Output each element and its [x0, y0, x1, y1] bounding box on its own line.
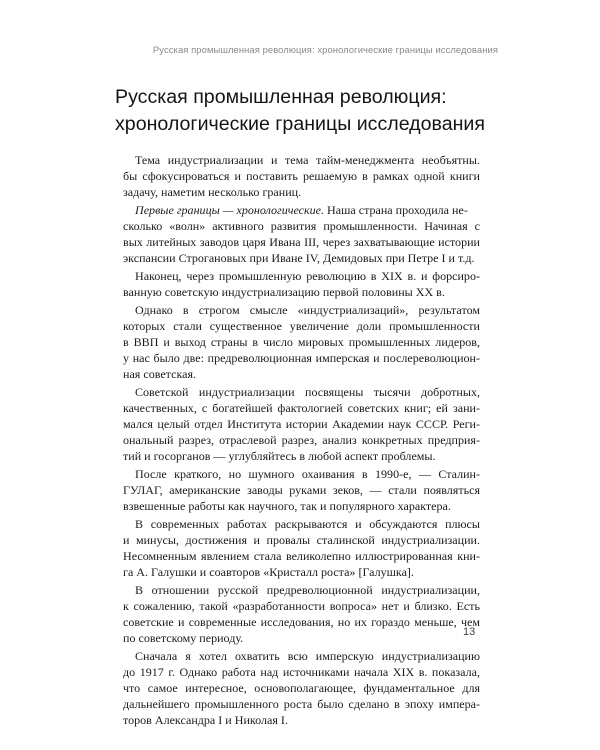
chapter-title: [115, 84, 515, 138]
page-number: 13: [463, 626, 476, 638]
text-line: взвешенные работы как научного, так и популярного характера.: [123, 499, 451, 513]
text-line: и минусы, достижения и провалы сталинской индустриализации.: [123, 533, 480, 547]
text-line: Советской индустриализации посвящены тысячи добротных,: [135, 385, 480, 399]
text-line: После краткого, но шумного охаивания в 1990-е, — Сталин-: [135, 467, 480, 481]
running-header: Русская промышленная революция: хронологические границы исследования: [152, 44, 498, 55]
paragraph-4: [123, 302, 480, 382]
text-line: тий и госорганов — углубляйтесь в любой аспект проблемы.: [123, 449, 436, 463]
text-line: в ВВП и выход страны в число мировых промышленных лидеров,: [123, 335, 480, 349]
text-line: что самое интересное, основополагающее, фундаментальное для: [123, 681, 480, 695]
text-line: Сначала я хотел охватить всю имперскую индустриализацию: [135, 649, 480, 663]
text-line: советские и современные исследования, но их гораздо меньше, чем: [123, 615, 480, 629]
text-line: к сожалению, такой «разработанности вопроса» нет и близко. Есть: [123, 599, 480, 613]
text-line: В современных работах раскрываются и обсуждаются плюсы: [135, 517, 480, 531]
text-fragment: Наша страна проходила не-: [324, 203, 468, 217]
text-line: дальнейшего промышленного роста было сделано в эпоху импера-: [123, 697, 480, 711]
paragraph-9: [123, 648, 480, 728]
text-line: Несомненным явлением стала великолепно иллюстрированная кни-: [123, 549, 480, 563]
text-line: ная советская.: [123, 367, 197, 381]
text-line: сколько «волн» активного развития промышленности. Начиная с: [123, 219, 480, 233]
text-line: Наконец, через промышленную революцию в XIX в. и форсиро-: [135, 269, 480, 283]
text-line: качественных, с богатейшей фактологией советских книг; ей зани-: [123, 401, 480, 415]
paragraph-1: [123, 152, 480, 200]
paragraph-8: [123, 582, 480, 646]
text-line: экспансии Строгановых при Иване IV, Демидовых при Петре I и т.д.: [123, 251, 475, 265]
text-line: Тема индустриализации и тема тайм-менеджмента необъятны.: [135, 153, 480, 167]
text-line: бы сфокусироваться и поставить решаемую в рамках одной книги: [123, 169, 480, 183]
text-line: задачу, наметим несколько границ.: [123, 185, 302, 199]
paragraph-6: [123, 466, 480, 514]
text-line: Однако в строгом смысле «индустриализаций», результатом: [135, 303, 480, 317]
text-line: [123, 202, 480, 218]
paragraph-3: [123, 268, 480, 300]
text-line: торов Александра I и Николая I.: [123, 713, 288, 727]
text-line: по советскому периоду.: [123, 631, 244, 645]
text-line: вых литейных заводов царя Ивана III, через захватывающие истории: [123, 235, 480, 249]
text-line: до 1917 г. Однако работа над источниками начала XIX в. показала,: [123, 665, 480, 679]
text-line: ГУЛАГ, американские заводы руками зеков, — стали появляться: [123, 483, 480, 497]
paragraph-7: [123, 516, 480, 580]
text-line: га А. Галушки и соавторов «Кристалл роста» [Галушка].: [123, 565, 414, 579]
text-line: В отношении русской предреволюционной индустриализации,: [135, 583, 480, 597]
text-line: ванную советскую индустриализацию первой половины XX в.: [123, 285, 445, 299]
paragraph-5: [123, 384, 480, 464]
body-text: [123, 152, 480, 730]
text-line: у нас было две: предреволюционная имперская и послереволюцион-: [123, 351, 480, 365]
paragraph-2: [123, 202, 480, 266]
italic-lead: Первые границы — хронологические.: [135, 203, 325, 217]
text-line: которых стали существенное увеличение доли промышленности: [123, 319, 480, 333]
chapter-title-line-1: Русская промышленная революция:: [115, 86, 447, 108]
text-line: ональный разрез, отраслевой разрез, анализ конкретных предприя-: [123, 433, 480, 447]
text-line: мался целый отдел Института истории Академии наук СССР. Реги-: [123, 417, 480, 431]
chapter-title-line-2: хронологические границы исследования: [115, 113, 485, 135]
